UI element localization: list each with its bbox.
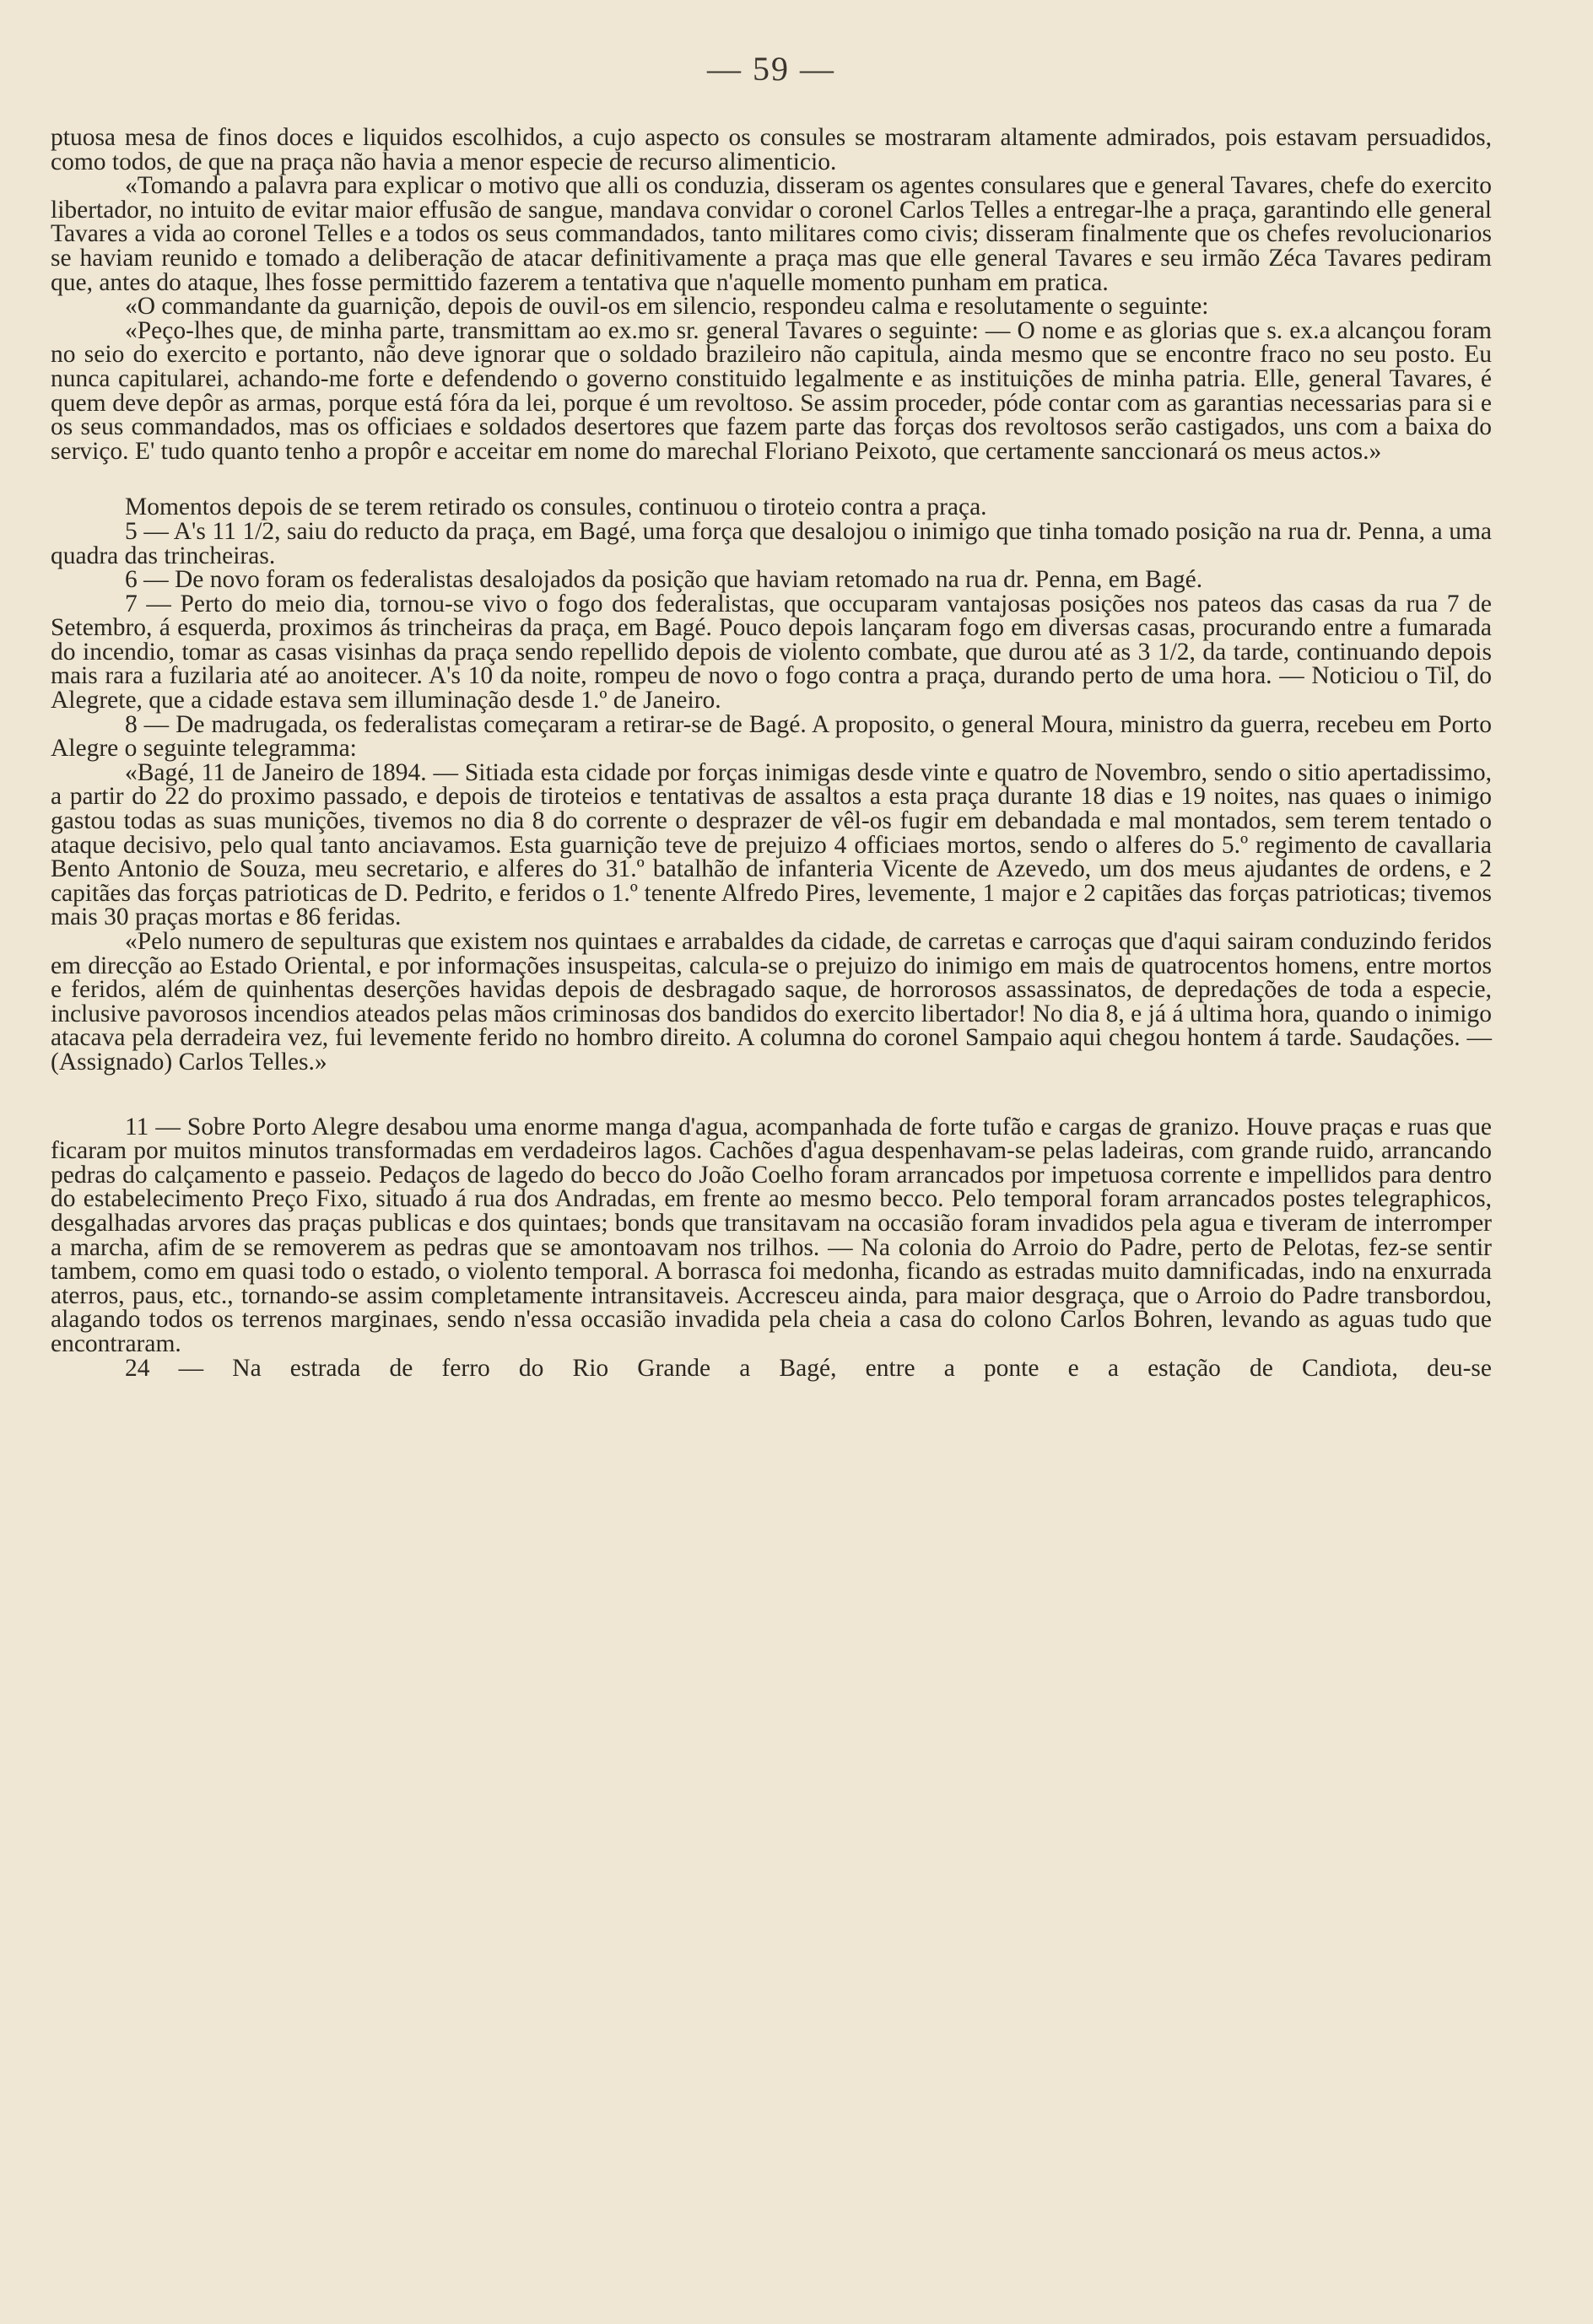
paragraph-1: ptuosa mesa de finos doces e liquidos escolhidos, a cujo aspecto os consules se mostraram altamente admirados, pois estavam persuadidos, como todos, de que na praça não havia a menor especie de recurso alimenticio. [51,124,1492,175]
paragraph-9: 8 — De madrugada, os federalistas começaram a retirar-se de Bagé. A proposito, o general Moura, ministro da guerra, recebeu em Porto Alegre o seguinte telegramma: [51,710,1492,763]
paragraph-12: 11 — Sobre Porto Alegre desabou uma enorme manga d'agua, acompanhada de forte tufão e cargas de granizo. Houve praças e ruas que ficaram por muitos minutos transformadas em verdadeiros lagos. Cachões d'agua despenhavam-se pelas ladeiras, com grande ruido, arrancando pedras do calçamento e passeio. Pedaços de lagedo do becco do João Coelho foram arrancados por impetuosa corrente e impellidos para dentro do estabelecimento Preço Fixo, situado á rua dos Andradas, em frente ao mesmo becco. Pelo temporal foram arrancados postes telegraphicos, desgalhadas arvores das praças publicas e dos quintaes; bonds que transitavam na occasião foram invadidos pela agua e tiveram de interromper a marcha, afim de se removerem as pedras que se amontoavam nos trilhos. — Na colonia do Arroio do Padre, perto de Pelotas, fez-se sentir tambem, como em quasi todo o estado, o violento temporal. A borrasca foi medonha, ficando as estradas muito damnificadas, indo na enxurrada aterros, paus, etc., tornando-se assim completamente intransitaveis. Accresceu ainda, para maior desgraça, que o Arroio do Padre transbordou, alagando todos os terrenos marginaes, sendo n'essa occasião invadida pela cheia a casa do colono Carlos Bohren, levando as aguas tudo que encontraram. [51,1113,1492,1357]
paragraph-3: «O commandante da guarnição, depois de ouvil-os em silencio, respondeu calma e resolutamente o seguinte: [125,293,1209,321]
paragraph-6: 5 — A's 11 1/2, saiu do reducto da praça, em Bagé, uma força que desalojou o inimigo que tinha tomado posição na rua dr. Penna, a uma quadra das trincheiras. [51,517,1492,569]
paragraph-11: «Pelo numero de sepulturas que existem nos quintaes e arrabaldes da cidade, de carretas e carroças que d'aqui sairam conduzindo feridos em direcção ao Estado Oriental, e por informações insuspeitas, calcula-se o prejuizo do inimigo em mais de quatrocentos homens, entre mortos e feridos, além de quinhentas deserções havidas depois de desbragado saque, de horrorosos assassinatos, de depredações de toda a especie, inclusive pavorosos incendios ateados pelas mãos criminosas dos bandidos do exercito libertador! No dia 8, e já á ultima hora, quando o inimigo atacava pela derradeira vez, fui levemente ferido no hombro direito. A columna do coronel Sampaio aqui chegou hontem á tarde. Saudações. — (Assignado) Carlos Telles.» [51,928,1492,1076]
paragraph-8: 7 — Perto do meio dia, tornou-se vivo o fogo dos federalistas, que occuparam vantajosas posições nos pateos das casas da rua 7 de Setembro, á esquerda, proximos ás trincheiras da praça, em Bagé. Pouco depois lançaram fogo em diversas casas, procurando entre a fumarada do incendio, tomar as casas visinhas da praça sendo repellido depois de violento combate, que durou até as 3 1/2, da tarde, continuando depois mais rara a fuzilaria até ao anoitecer. A's 10 da noite, rompeu de novo o fogo contra a praça, durando perto de uma hora. — Noticiou o Til, do Alegrete, que a cidade estava sem illuminação desde 1.º de Janeiro. [51,590,1492,714]
paragraph-10: «Bagé, 11 de Janeiro de 1894. — Sitiada esta cidade por forças inimigas desde vinte e quatro de Novembro, sendo o sitio apertadissimo, a partir do 22 do proximo passado, e depois de tiroteios e tentativas de assaltos a esta praça durante 18 dias e 19 noites, nas quaes o inimigo gastou todas as suas munições, tivemos no dia 8 do corrente o desprazer de vêl-os fugir em debandada e mal montados, sem terem tentado o ataque decisivo, pelo qual tanto anciavamos. Esta guarnição teve de prejuizo 4 officiaes mortos, sendo o alferes do 5.º regimento de cavallaria Bento Antonio de Souza, meu secretario, e alferes do 31.º batalhão de infanteria Vicente de Azevedo, um dos meus ajudantes de ordens, e 2 capitães das forças patrioticas de D. Pedrito, e feridos o 1.º tenente Alfredo Pires, levemente, 1 major e 2 capitães das forças patrioticas; tivemos mais 30 praças mortas e 86 feridas. [51,758,1492,931]
body-text [51,126,1492,1380]
paragraph-5: Momentos depois de se terem retirado os consules, continuou o tiroteio contra a praça. [125,493,987,521]
paragraph-4: «Peço-lhes que, de minha parte, transmittam ao ex.mo sr. general Tavares o seguinte: — O nome e as glorias que s. ex.a alcançou foram no seio do exercito e portanto, não deve ignorar que o soldado brazileiro não capitula, ainda mesmo que se encontre fraco no seu posto. Eu nunca capitularei, achando-me forte e defendendo o governo constituido legalmente e as instituições de minha patria. Elle, general Tavares, é quem deve depôr as armas, porque está fóra da lei, porque é um revoltoso. Se assim proceder, póde contar com as garantias necessarias para si e os seus commandados, mas os officiaes e soldados desertores que fazem parte das forças dos revoltosos serão castigados, uns com a baixa do serviço. E' tudo quanto tenho a propôr e acceitar em nome do marechal Floriano Peixoto, que certamente sanccionará os meus actos.» [51,316,1492,465]
page-number: — 59 — [707,50,835,88]
paragraph-2: «Tomando a palavra para explicar o motivo que alli os conduzia, disseram os agentes consulares que e general Tavares, chefe do exercito libertador, no intuito de evitar maior effusão de sangue, mandava convidar o coronel Carlos Telles a entregar-lhe a praça, garantindo elle general Tavares a vida ao coronel Telles e a todos os seus commandados, tanto militares como civis; disseram finalmente que os chefes revolucionarios se haviam reunido e tomado a deliberação de atacar definitivamente a praça mas que elle general Tavares e seu irmão Zéca Tavares pediram que, antes do ataque, lhes fosse permittido fazerem a tentativa que n'aquelle momento punham em pratica. [51,172,1492,296]
paragraph-13: 24 — Na estrada de ferro do Rio Grande a Bagé, entre a ponte e a estação de Candiota, deu-se [125,1354,1492,1382]
paragraph-7: 6 — De novo foram os federalistas desalojados da posição que haviam retomado na rua dr. Penna, em Bagé. [125,566,1203,594]
